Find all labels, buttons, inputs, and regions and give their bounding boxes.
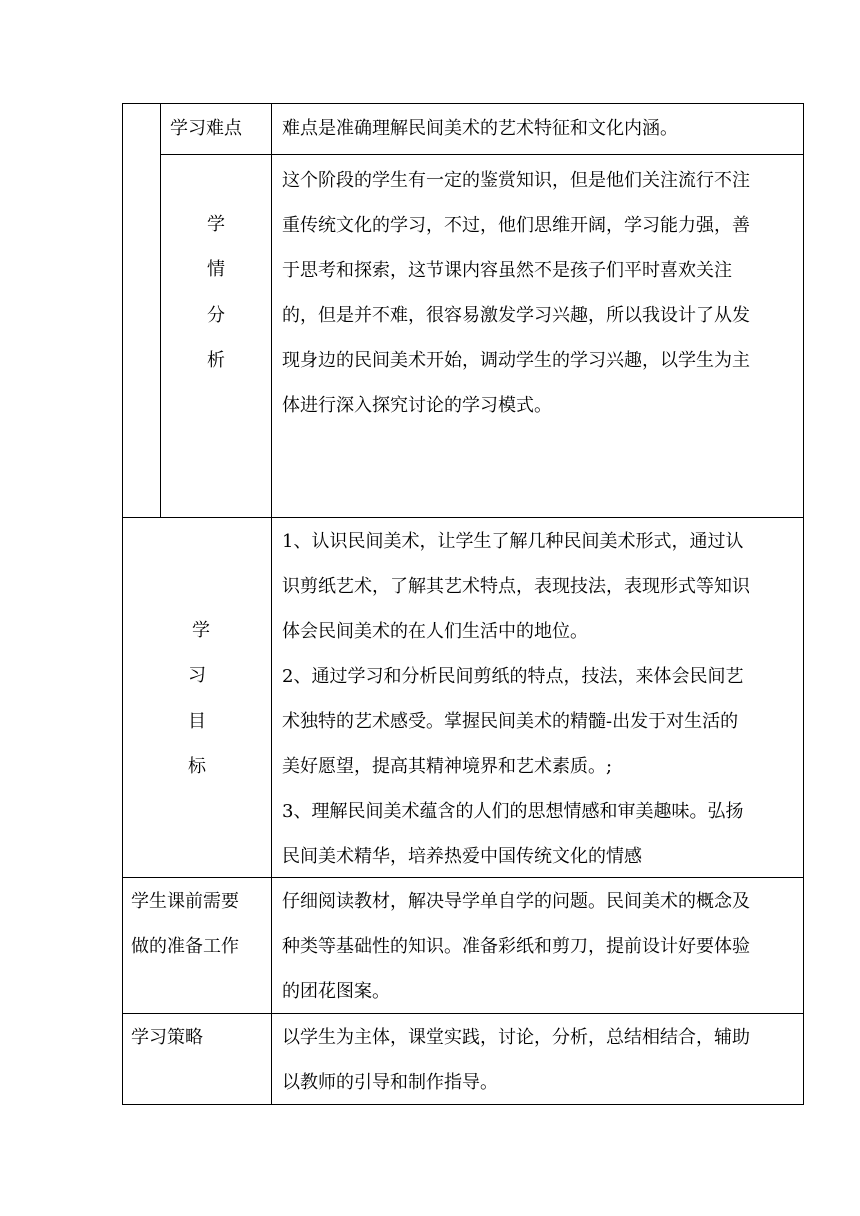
preparation-line: 种类等基础性的知识。准备彩纸和剪刀，提前设计好要体验 <box>282 936 750 957</box>
table-border-right <box>803 103 804 1105</box>
goals-line: 美好愿望，提高其精神境界和艺术素质。; <box>282 756 613 777</box>
preparation-content <box>282 891 798 1026</box>
goals-line: 1、认识民间美术，让学生了解几种民间美术形式，通过认 <box>282 531 744 552</box>
analysis-line: 重传统文化的学习，不过，他们思维开阔，学习能力强，善 <box>282 215 750 236</box>
table-border-left <box>122 103 123 1105</box>
goals-label-char: 目 <box>188 711 206 732</box>
inner-column-divider <box>160 103 161 518</box>
analysis-label-char: 情 <box>207 259 225 280</box>
label-column-divider <box>271 103 272 1105</box>
analysis-label-char: 析 <box>207 350 225 371</box>
goals-line: 2、通过学习和分析民间剪纸的特点，技法，来体会民间艺 <box>282 666 744 687</box>
row-divider-analysis <box>122 517 804 518</box>
goals-line: 识剪纸艺术，了解其艺术特点，表现技法，表现形式等知识 <box>282 576 750 597</box>
analysis-content <box>282 170 798 440</box>
table-border-top <box>122 103 804 104</box>
analysis-line: 现身边的民间美术开始，调动学生的学习兴趣，以学生为主 <box>282 350 750 371</box>
analysis-line: 体进行深入探究讨论的学习模式。 <box>282 395 552 416</box>
goals-line: 3、理解民间美术蕴含的人们的思想情感和审美趣味。弘扬 <box>282 801 744 822</box>
strategy-line: 以教师的引导和制作指导。 <box>282 1072 498 1093</box>
difficulty-label: 学习难点 <box>170 118 242 139</box>
strategy-label: 学习策略 <box>131 1027 203 1048</box>
goals-line: 民间美术精华，培养热爱中国传统文化的情感 <box>282 846 642 867</box>
goals-label-char: 标 <box>188 756 206 777</box>
preparation-label-line: 做的准备工作 <box>131 936 239 957</box>
analysis-label-char: 分 <box>207 305 225 326</box>
goals-label-char: 学 <box>192 620 210 641</box>
preparation-label-line: 学生课前需要 <box>131 891 239 912</box>
analysis-line: 这个阶段的学生有一定的鉴赏知识，但是他们关注流行不注 <box>282 170 750 191</box>
goals-line: 术独特的艺术感受。掌握民间美术的精髓-出发于对生活的 <box>282 711 739 732</box>
strategy-line: 以学生为主体，课堂实践，讨论，分析，总结相结合，辅助 <box>282 1027 750 1048</box>
analysis-label-char: 学 <box>207 214 225 235</box>
goals-content <box>282 531 798 891</box>
strategy-content <box>282 1027 798 1117</box>
analysis-line: 于思考和探索，这节课内容虽然不是孩子们平时喜欢关注 <box>282 260 732 281</box>
goals-label-char: 习 <box>188 665 206 686</box>
preparation-line: 的团花图案。 <box>282 981 390 1002</box>
preparation-line: 仔细阅读教材，解决导学单自学的问题。民间美术的概念及 <box>282 891 750 912</box>
analysis-line: 的，但是并不难，很容易激发学习兴趣，所以我设计了从发 <box>282 305 750 326</box>
row-divider-difficulty <box>160 154 804 155</box>
goals-line: 体会民间美术的在人们生活中的地位。 <box>282 621 588 642</box>
difficulty-content: 难点是准确理解民间美术的艺术特征和文化内涵。 <box>282 118 678 139</box>
